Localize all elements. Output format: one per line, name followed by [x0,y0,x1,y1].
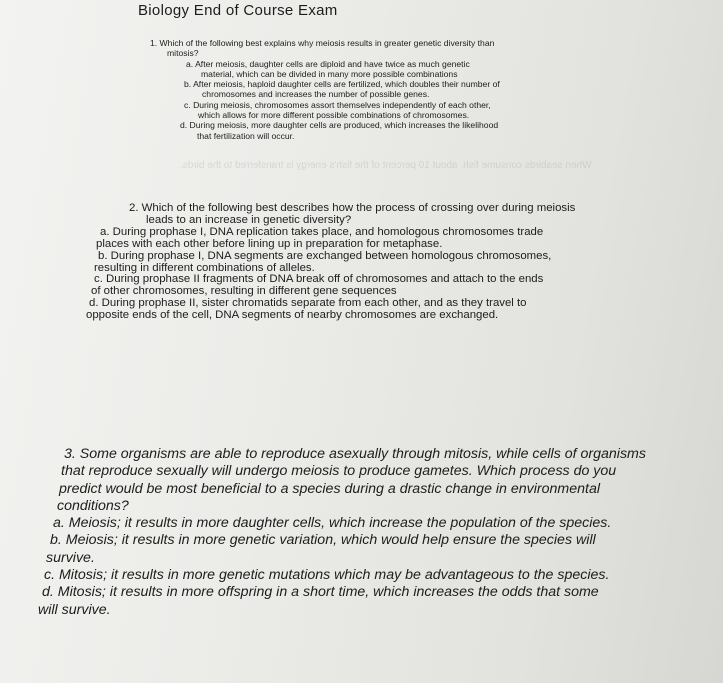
question-3-stem-line-1: 3. Some organisms are able to reproduce asexually through mitosis, while cells of organisms [64,446,646,462]
option-text-continued: opposite ends of the cell, DNA segments of nearby chromosomes are exchanged. [86,309,499,322]
option-text: d. During meiosis, more daughter cells are produced, which increases the likelihood [180,120,499,131]
option-text: a. During prophase I, DNA replication takes place, and homologous chromosomes trade [100,225,544,238]
option-text: b. During prophase I, DNA segments are exchanged between homologous chromosomes, [98,249,552,262]
question-2-option-b[interactable] [92,251,575,275]
question-1 [150,38,500,141]
option-text: a. After meiosis, daughter cells are diploid and have twice as much genetic [186,58,470,69]
option-text-continued: material, which can be divided in many more possible combinations [201,68,458,79]
question-3-option-a[interactable] [46,515,646,532]
question-1-stem-line-1: 1. Which of the following best explains why meiosis results in greater genetic diversity than [150,38,495,48]
question-2-option-d[interactable] [86,297,575,322]
question-1-option-c[interactable] [184,100,500,121]
question-1-option-a[interactable] [186,59,500,80]
bleed-through-text: When seabirds consume fish, about 10 percent of the fish's energy is transferred to the birds. [180,160,592,171]
question-2-option-a[interactable] [92,227,575,251]
option-text: c. During meiosis, chromosomes assort themselves independently of each other, [184,99,491,110]
option-text-continued: of other chromosomes, resulting in different gene sequences [91,285,397,298]
option-text: b. Meiosis; it results in more genetic variation, which would help ensure the species will [50,532,596,549]
question-2-option-c[interactable] [92,274,575,298]
option-text-continued: which allows for more different possible combinations of chromosomes. [198,110,470,121]
question-2-stem-line-1: 2. Which of the following best describes how the process of crossing over during meiosis [129,202,576,214]
option-text-continued: places with each other before lining up in preparation for metaphase. [96,237,443,250]
option-text: a. Meiosis; it results in more daughter cells, which increase the population of the species. [53,515,612,532]
option-text-continued: chromosomes and increases the number of possible genes. [202,89,430,100]
question-3-stem-line-4: conditions? [57,497,129,514]
option-text-continued: survive. [46,549,95,566]
option-text: b. After meiosis, haploid daughter cells are fertilized, which doubles their number of [184,79,500,90]
option-text: c. During prophase II fragments of DNA break off of chromosomes and attach to the ends [94,273,544,286]
question-3-option-b[interactable] [46,532,646,567]
option-text: d. During prophase II, sister chromatids separate from each other, and as they travel to [89,297,527,310]
question-3-option-d[interactable] [38,584,646,619]
question-2 [86,202,576,322]
option-text-continued: resulting in different combinations of alleles. [94,261,315,274]
option-text: d. Mitosis; it results in more offspring in a short time, which increases the odds that some [42,584,599,601]
exam-title: Biology End of Course Exam [138,2,338,19]
option-text: c. Mitosis; it results in more genetic mutations which may be advantageous to the species. [44,567,610,584]
question-2-stem-line-2: leads to an increase in genetic diversity? [146,213,352,226]
question-1-option-b[interactable] [184,79,500,100]
question-1-option-d[interactable] [180,120,500,141]
option-text-continued: will survive. [38,601,111,618]
question-3-stem-line-3: predict would be most beneficial to a species during a drastic change in environmental [59,480,601,497]
question-3-stem-line-2: that reproduce sexually will undergo meiosis to produce gametes. Which process do you [61,463,617,480]
question-3-option-c[interactable] [46,567,646,584]
question-3 [38,446,646,619]
option-text-continued: that fertilization will occur. [197,130,295,141]
question-1-stem-line-2: mitosis? [167,48,199,59]
